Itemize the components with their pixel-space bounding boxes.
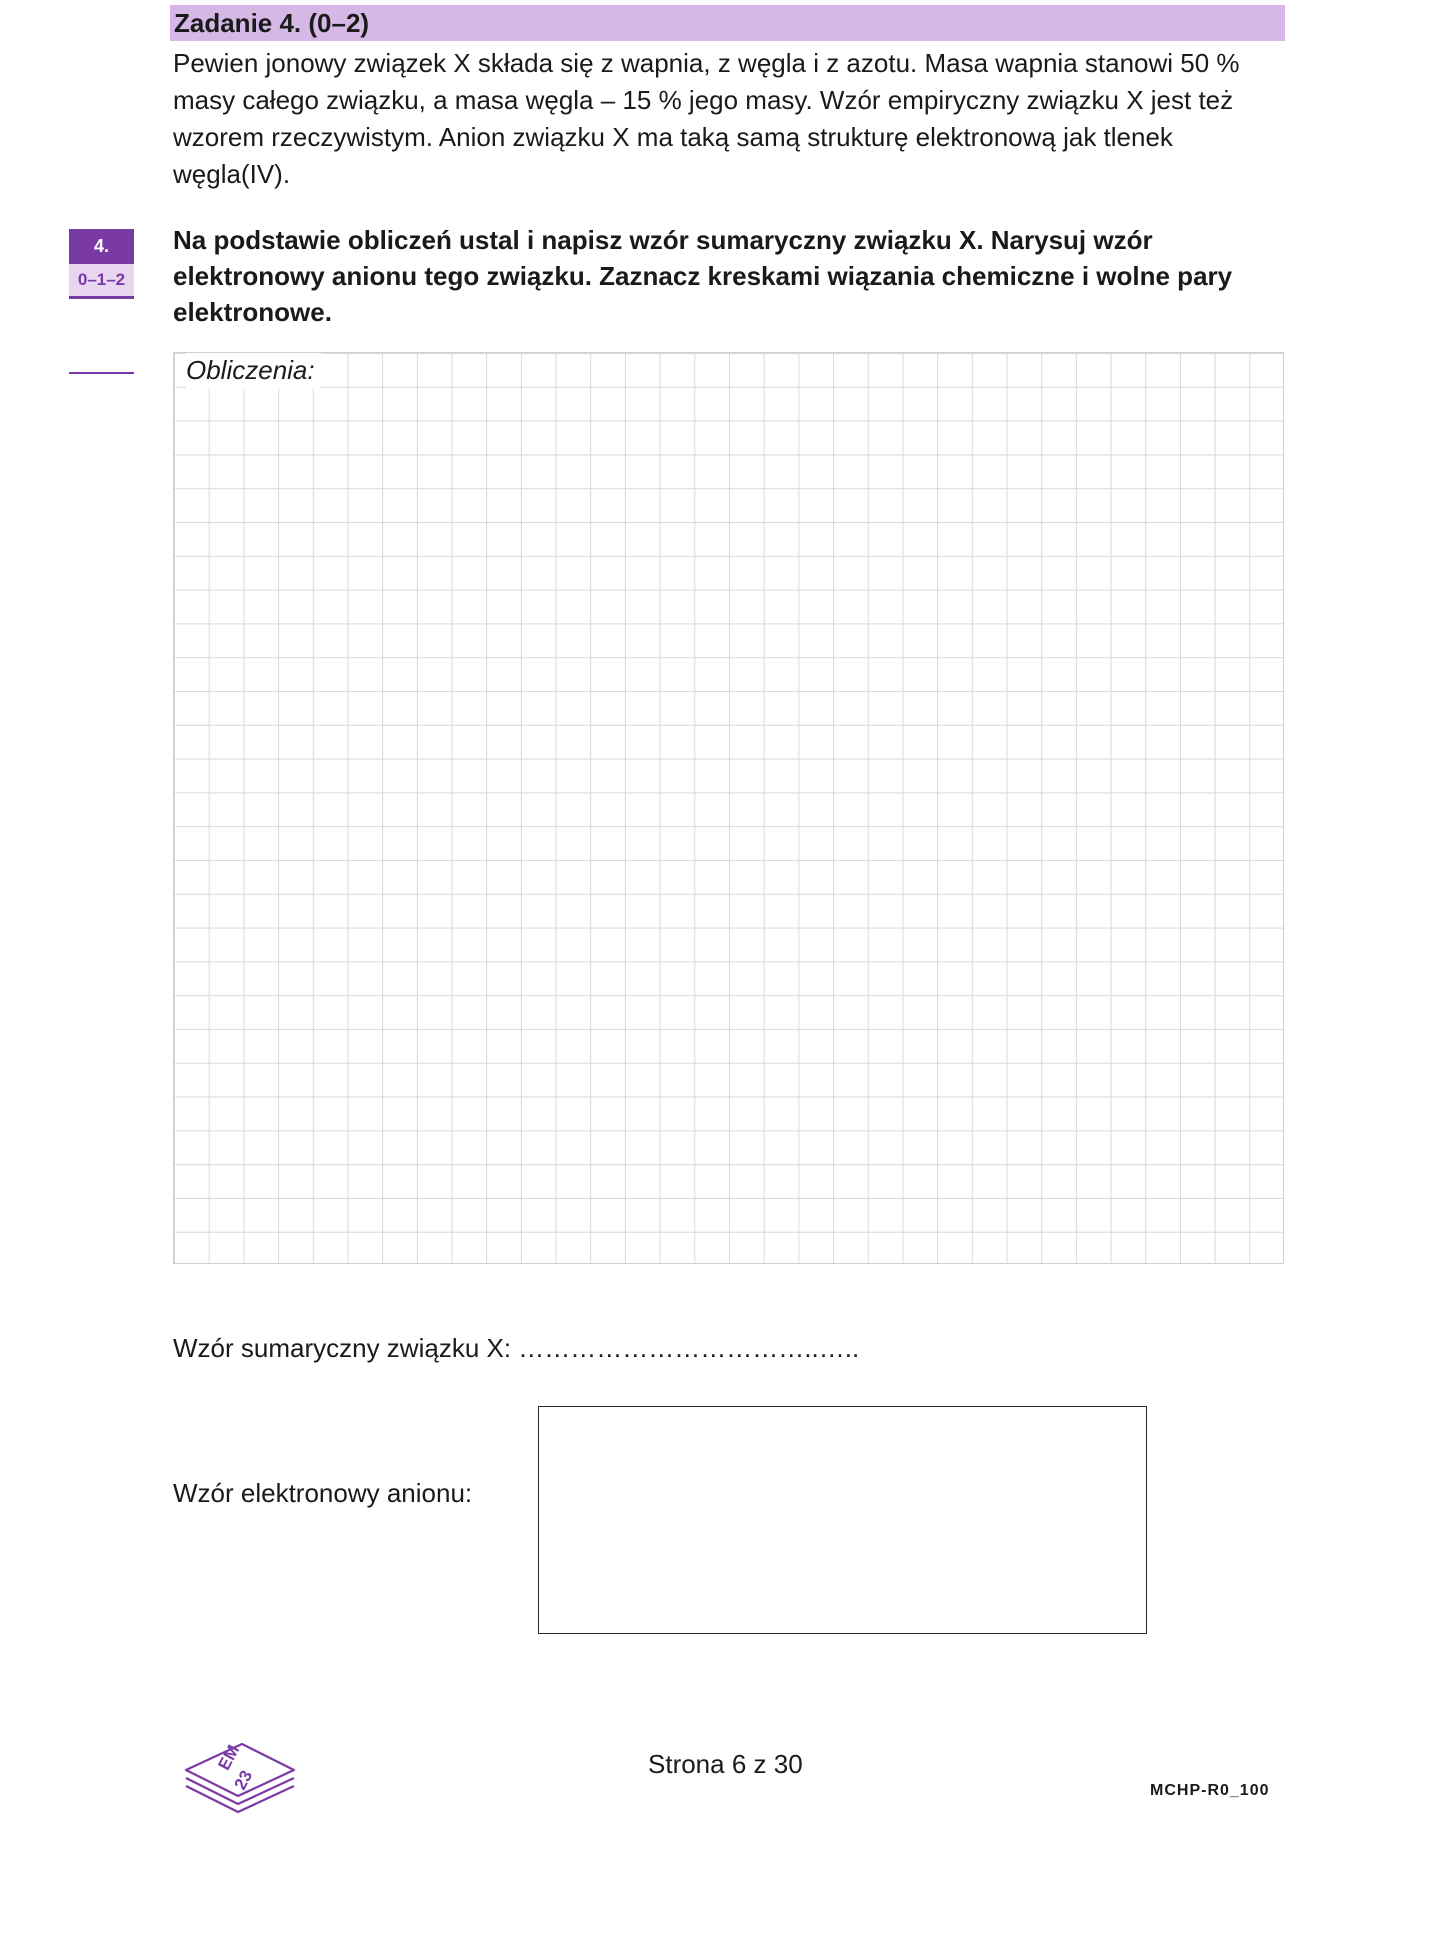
svg-text:23: 23 <box>230 1767 257 1793</box>
electron-formula-label: Wzór elektronowy anionu: <box>173 1478 473 1508</box>
calculations-grid[interactable] <box>173 352 1284 1264</box>
score-range-badge: 0–1–2 <box>69 264 134 299</box>
score-entry-line[interactable] <box>69 372 134 374</box>
calculations-label: Obliczenia: <box>186 353 321 389</box>
document-code: MCHP-R0_100 <box>1150 1782 1270 1799</box>
page-number: Strona 6 z 30 <box>648 1749 803 1779</box>
task-intro-text: Pewien jonowy związek X składa się z wapnia, z węgla i z azotu. Masa wapnia stanowi 50 % masy całego związku, a masa węgla – 15 % jego masy. Wzór empiryczny związku X jest też wzorem rzeczywistym. Anion związku X ma taką samą strukturę elektronową jak tlenek węgla(IV). <box>173 48 1240 189</box>
formula-answer-line[interactable]: Wzór sumaryczny związku X: ……………………………..….. <box>173 1333 860 1363</box>
task-number-badge: 4. <box>69 229 134 264</box>
svg-text:EM: EM <box>214 1741 244 1774</box>
task-instruction: Na podstawie obliczeń ustal i napisz wzór sumaryczny związku X. Narysuj wzór elektronowy anionu tego związku. Zaznacz kreskami wiązania chemiczne i wolne pary elektronowe. <box>173 225 1233 327</box>
exam-logo-icon <box>178 1730 300 1802</box>
electron-formula-answer-box[interactable] <box>538 1406 1147 1634</box>
score-box <box>69 229 134 299</box>
task-header: Zadanie 4. (0–2) <box>170 5 1285 41</box>
